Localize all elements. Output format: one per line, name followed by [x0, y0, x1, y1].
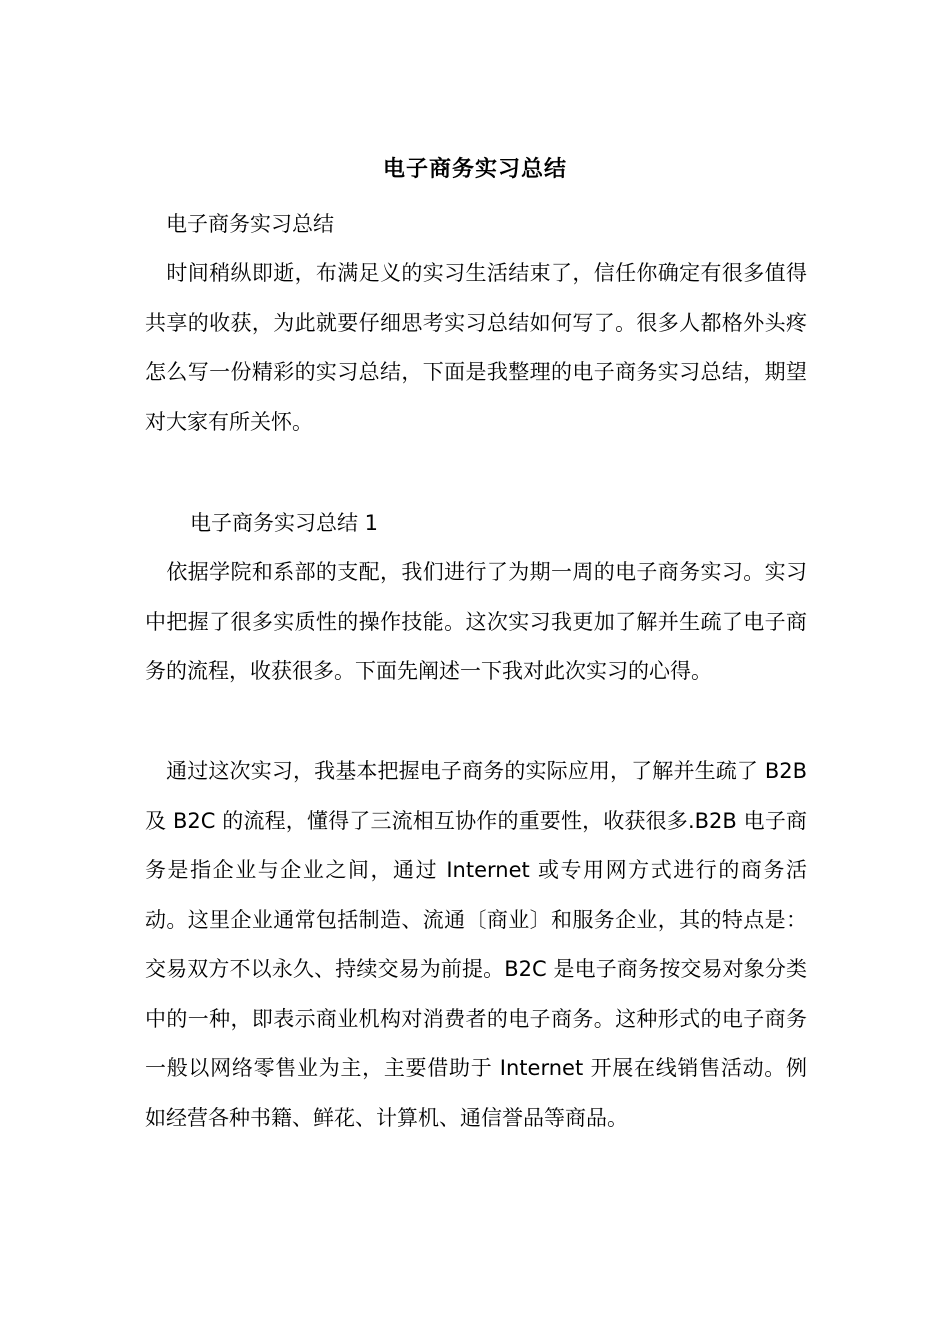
section-paragraph-1 — [145, 548, 807, 697]
document-title: 电子商务实习总结 — [382, 157, 567, 182]
paragraph-text: 依据学院和系部的支配，我们进行了为期一周的电子商务实习。实习中把握了很多实质性的操作技能。这次实习我更加了解并生疏了电子商务的流程，收获很多。下面先阐述一下我对此次实习的心得。 — [145, 560, 807, 683]
section-heading: 电子商务实习总结 1 — [190, 511, 379, 535]
intro-text: 时间稍纵即逝，布满足义的实习生活结束了，信任你确定有很多值得共享的收获，为此就要仔细思考实习总结如何写了。很多人都格外头疼怎么写一份精彩的实习总结，下面是我整理的电子商务实习总结，期望对大家有所关怀。 — [145, 261, 807, 434]
section-paragraph-2 — [145, 747, 807, 1143]
paragraph-text: 通过这次实习，我基本把握电子商务的实际应用，了解并生疏了 B2B 及 B2C 的流程，懂得了三流相互协作的重要性，收获很多.B2B 电子商务是指企业与企业之间，通过 Internet 或专用网方式进行的商务活动。这里企业通常包括制造、流通〔商业〕和服务企业，其的特点是：交易双方不以永久、持续交易为前提。B2C 是电子商务按交易对象分类中的一种，即表示商业机构对消费者的电子商务。这种形式的电子商务一般以网络零售业为主，主要借助于 Internet 开展在线销售活动。例如经营各种书籍、鲜花、计算机、通信誉品等商品。 — [145, 759, 807, 1130]
document-subtitle: 电子商务实习总结 — [166, 212, 334, 236]
intro-paragraph — [145, 249, 807, 447]
